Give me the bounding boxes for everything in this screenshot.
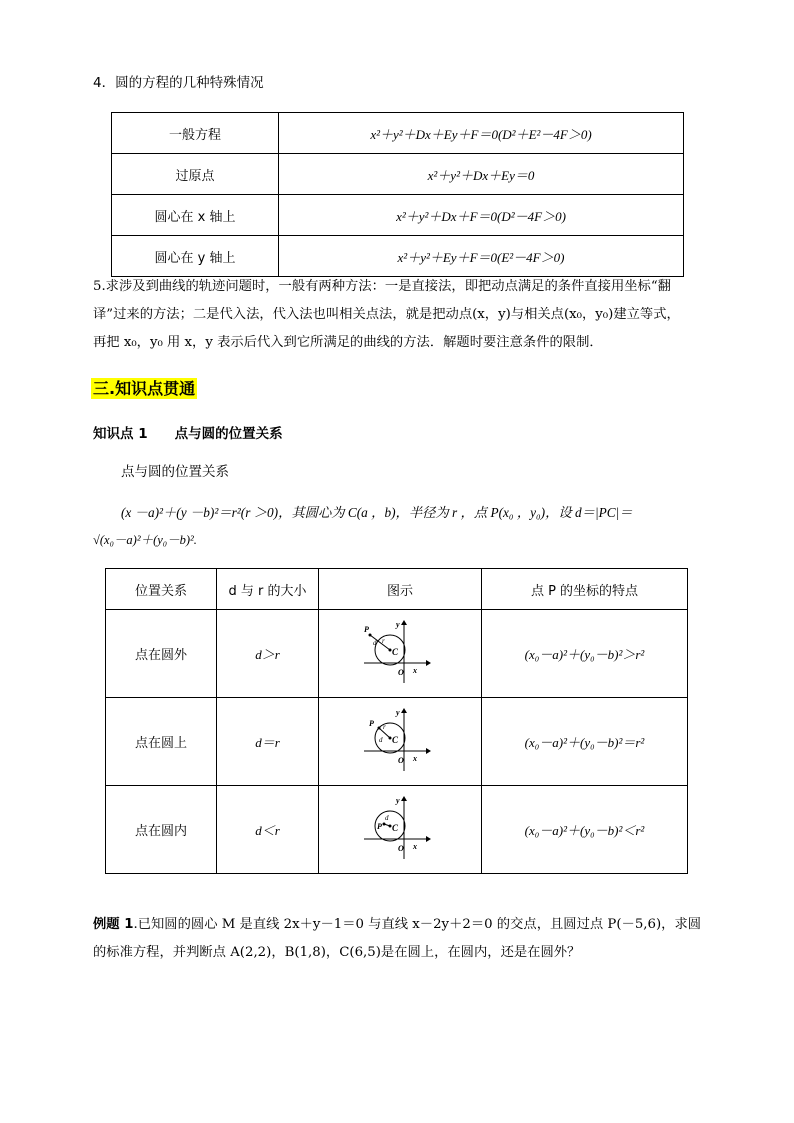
diagram-label-d: d (373, 638, 377, 647)
relation-cell: d＝r (217, 698, 319, 786)
diagram-label-o: O (398, 755, 404, 765)
section-5-line-2: 译”过来的方法；二是代入法，代入法也叫相关点法，就是把动点(x，y)与相关点(x₀，y₀)建立等式， (93, 307, 680, 322)
diagram-cell (319, 610, 482, 698)
case-label: 过原点 (112, 154, 279, 195)
section-4-title: 4．圆的方程的几种特殊情况 (93, 75, 264, 91)
diagram-label-x: x (413, 665, 417, 675)
diagram-label-p: P (369, 718, 374, 728)
diagram-label-x: x (413, 753, 417, 763)
diagram-label-p: P (364, 624, 369, 634)
case-formula: x²＋y²＋Ey＋F＝0(E²－4F＞0) (279, 236, 684, 277)
example-1-line-1 (93, 915, 701, 935)
table-row (112, 113, 684, 154)
diagram-label-x: x (413, 841, 417, 851)
position-cell: 点在圆外 (106, 610, 217, 698)
point-outside-diagram (360, 619, 440, 685)
position-cell: 点在圆内 (106, 786, 217, 874)
special-cases-table (111, 112, 684, 277)
diagram-cell (319, 786, 482, 874)
diagram-label-y: y (396, 619, 400, 629)
knowledge-point-subtitle: 点与圆的位置关系 (121, 464, 229, 480)
diagram-label-c: C (392, 646, 399, 657)
diagram-label-o: O (398, 843, 404, 853)
header-cell: 位置关系 (106, 569, 217, 610)
diagram-cell (319, 698, 482, 786)
table-header-row (106, 569, 688, 610)
distance-formula-line-2: √(x₀－a)²＋(y₀－b)². (93, 533, 197, 547)
point-inside-diagram (360, 795, 440, 861)
example-text: .已知圆的圆心 M 是直线 2x＋y－1＝0 与直线 x－2y＋2＝0 的交点，且圆过点 P(－5,6)，求圆 (133, 917, 702, 932)
table-row (112, 195, 684, 236)
position-cell: 点在圆上 (106, 698, 217, 786)
diagram-label-o: O (398, 667, 404, 677)
feature-cell: (x₀－a)²＋(y₀－b)²＞r² (482, 610, 688, 698)
point-on-circle-diagram (360, 707, 440, 773)
point-circle-table (105, 568, 688, 874)
relation-cell: d＜r (217, 786, 319, 874)
section-5-line-3: 再把 x₀，y₀ 用 x，y 表示后代入到它所满足的曲线的方法．解题时要注意条件的限制． (93, 335, 603, 350)
case-label: 圆心在 y 轴上 (112, 236, 279, 277)
diagram-label-y: y (396, 707, 400, 717)
diagram-label-r: r (382, 636, 385, 645)
case-label: 圆心在 x 轴上 (112, 195, 279, 236)
knowledge-point-title: 知识点 1 点与圆的位置关系 (93, 426, 283, 442)
diagram-label-y: y (396, 795, 400, 805)
feature-cell: (x₀－a)²＋(y₀－b)²＜r² (482, 786, 688, 874)
section-5-line-1: 5.求涉及到曲线的轨迹问题时，一般有两种方法：一是直接法，即把动点满足的条件直接用坐标“翻 (93, 279, 671, 294)
diagram-label-p: P (377, 821, 382, 831)
diagram-label-r: r (383, 722, 386, 731)
example-label: 例题 1 (93, 917, 134, 932)
table-row (106, 786, 688, 874)
case-formula: x²＋y²＋Dx＋Ey＝0 (279, 154, 684, 195)
case-formula: x²＋y²＋Dx＋F＝0(D²－4F＞0) (279, 195, 684, 236)
header-cell: 点 P 的坐标的特点 (482, 569, 688, 610)
case-formula: x²＋y²＋Dx＋Ey＋F＝0(D²＋E²－4F＞0) (279, 113, 684, 154)
section-3-heading (91, 376, 197, 399)
diagram-label-d: d (379, 735, 383, 744)
heading-highlight: 三.知识点贯通 (93, 379, 196, 398)
table-row (112, 154, 684, 195)
diagram-label-c: C (392, 734, 399, 745)
diagram-label-d: d (385, 813, 389, 822)
distance-formula-line-1: (x －a)²＋(y －b)²＝r²(r ＞0)，其圆心为 C(a ，b)，半径为 r ，点 P(x₀ ，y₀)，设 d＝|PC|＝ (121, 505, 633, 520)
relation-cell: d＞r (217, 610, 319, 698)
header-cell: 图示 (319, 569, 482, 610)
feature-cell: (x₀－a)²＋(y₀－b)²＝r² (482, 698, 688, 786)
header-cell: d 与 r 的大小 (217, 569, 319, 610)
table-row (106, 698, 688, 786)
table-row (106, 610, 688, 698)
example-1-line-2: 的标准方程，并判断点 A(2,2)，B(1,8)，C(6,5)是在圆上，在圆内，还是在圆外？ (93, 945, 581, 960)
case-label: 一般方程 (112, 113, 279, 154)
diagram-label-c: C (392, 822, 399, 833)
table-row (112, 236, 684, 277)
